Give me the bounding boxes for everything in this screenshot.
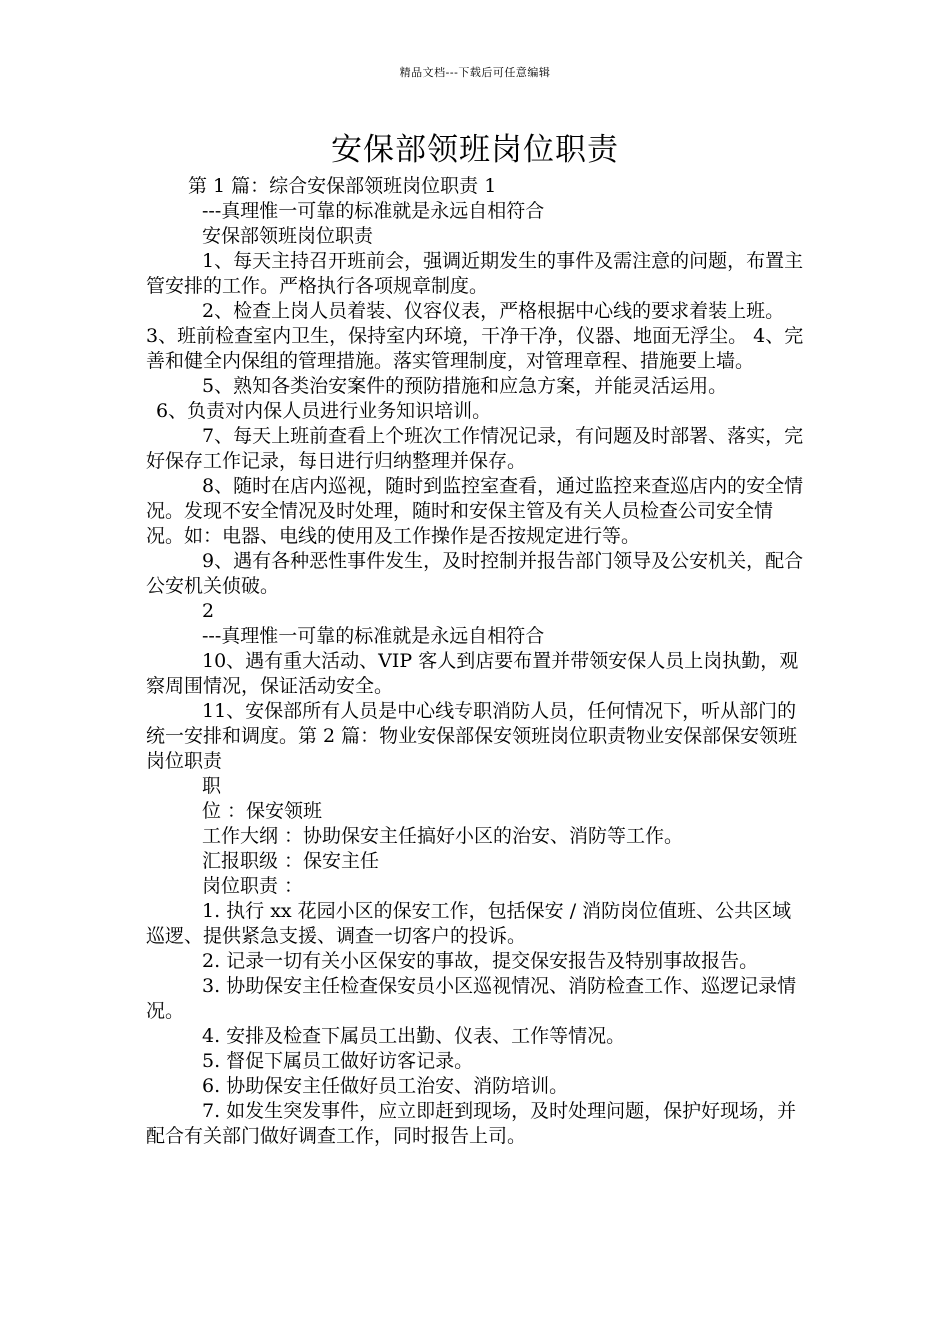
duty-item-8: 8、随时在店内巡视，随时到监控室查看，通过监控来查巡店内的安全情况。发现不安全情况及时处理，随时和安保主管及有关人员检查公司安全情况。如：电器、电线的使用及工作操作是否按规定进行等。 [146, 475, 804, 547]
responsibility-4: 4. 安排及检查下属员工出勤、仪表、工作等情况。 [202, 1025, 626, 1047]
responsibility-7: 7. 如发生突发事件，应立即赶到现场，及时处理问题，保护好现场，并配合有关部门做好调查工作，同时报告上司。 [146, 1100, 797, 1147]
work-outline: 工作大纲 ：协助保安主任搞好小区的治安、消防等工作。 [202, 825, 684, 847]
position-label: 职 [202, 775, 222, 797]
duty-item-11: 11、安保部所有人员是中心线专职消防人员，任何情况下，听从部门的统一安排和调度。第 2 篇：物业安保部保安领班岗位职责物业安保部保安领班岗位职责 [146, 700, 798, 772]
document-title: 安保部领班岗位职责 [331, 132, 619, 168]
section-1-heading: 第 1 篇：综合安保部领班岗位职责 1 [188, 175, 497, 197]
page-header-note: 精品文档---下载后可任意编辑 [399, 66, 551, 79]
motto-line: ---真理惟一可靠的标准就是永远自相符合 [202, 200, 545, 222]
responsibility-2: 2. 记录一切有关小区保安的事故，提交保安报告及特别事故报告。 [202, 950, 759, 972]
responsibility-5: 5. 督促下属员工做好访客记录。 [202, 1050, 474, 1072]
duty-item-1: 1、每天主持召开班前会，强调近期发生的事件及需注意的问题，布置主管安排的工作。严格执行各项规章制度。 [146, 250, 804, 297]
responsibility-1: 1. 执行 xx 花园小区的保安工作，包括保安 / 消防岗位值班、公共区域巡逻、提供紧急支援、调查一切客户的投诉。 [146, 900, 792, 947]
responsibilities-label: 岗位职责 ： [202, 875, 304, 897]
duty-item-7: 7、每天上班前查看上个班次工作情况记录，有问题及时部署、落实，完好保存工作记录，每日进行归纳整理并保存。 [146, 425, 804, 472]
document-body [146, 174, 808, 1149]
duty-item-5: 5、熟知各类治安案件的预防措施和应急方案，并能灵活运用。 [202, 375, 728, 397]
motto-line-2: ---真理惟一可靠的标准就是永远自相符合 [202, 625, 545, 647]
responsibility-6: 6. 协助保安主任做好员工治安、消防培训。 [202, 1075, 569, 1097]
duty-item-9: 9、遇有各种恶性事件发生，及时控制并报告部门领导及公安机关，配合公安机关侦破。 [146, 550, 804, 597]
subtitle-line: 安保部领班岗位职责 [202, 225, 374, 247]
duty-item-2-4: 2、检查上岗人员着装、仪容仪表，严格根据中心线的要求着装上班。 3、班前检查室内卫生，保持室内环境，干净干净，仪器、地面无浮尘。 4、完善和健全内保组的管理措施。落实管理制度，对管理章程、措施要上墙。 [146, 300, 804, 372]
responsibility-3: 3. 协助保安主任检查保安员小区巡视情况、消防检查工作、巡逻记录情况。 [146, 975, 797, 1022]
position-value: 位 ：保安领班 [202, 800, 323, 822]
report-level: 汇报职级 ：保安主任 [202, 850, 380, 872]
duty-item-10: 10、遇有重大活动、VIP 客人到店要布置并带领安保人员上岗执勤，观察周围情况，保证活动安全。 [146, 650, 799, 697]
page-number: 2 [202, 600, 215, 622]
duty-item-6: 6、负责对内保人员进行业务知识培训。 [156, 400, 492, 422]
